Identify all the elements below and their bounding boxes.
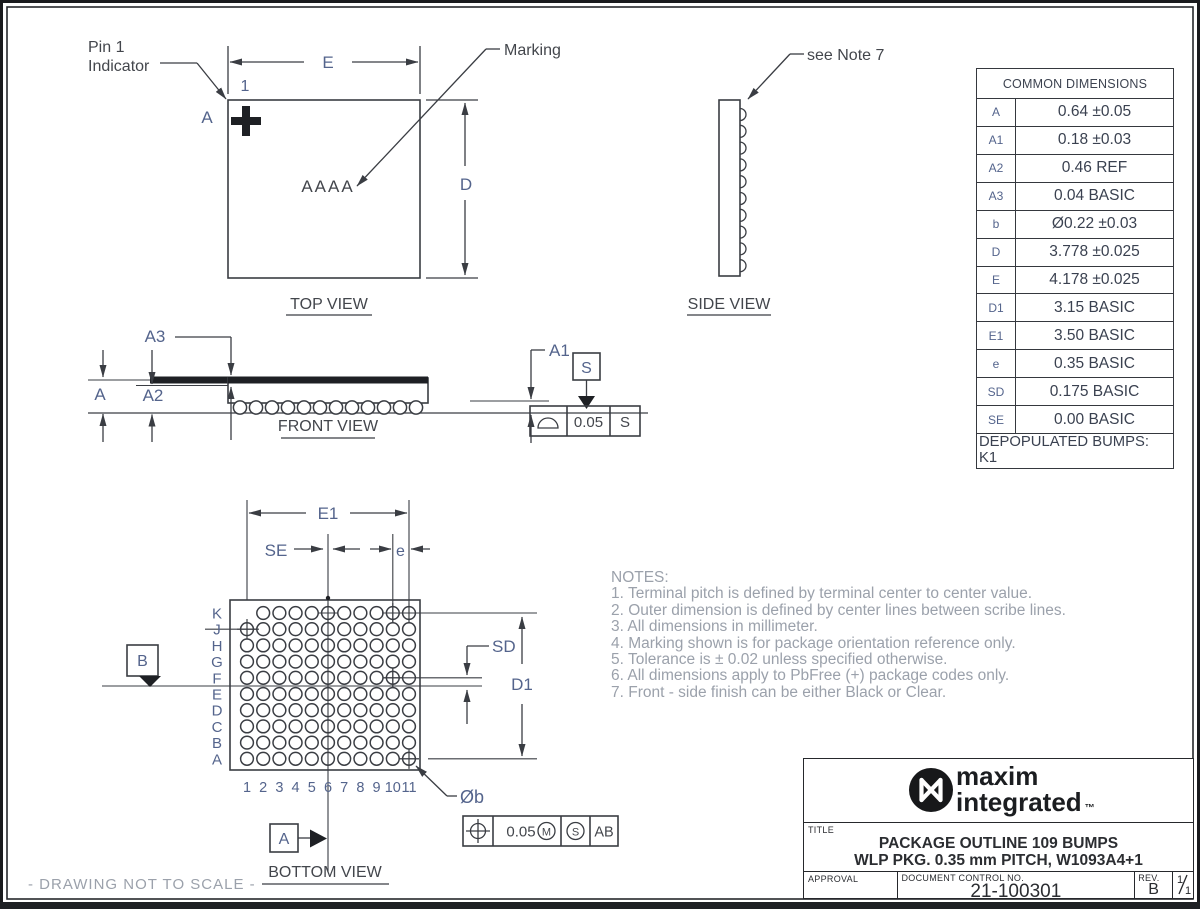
table-row [977,99,1173,127]
note-item: 2. Outer dimension is defined by center lines between scribe lines. [611,601,1066,619]
approval-cell [804,872,898,898]
brand-line2: integrated [956,787,1082,817]
side-view-bumps [740,109,746,272]
mmc-modifier: M [541,826,552,839]
dim-symbol: A [977,99,1016,126]
table-row [977,155,1173,183]
revision-cell [1135,872,1173,898]
table-row [977,239,1173,267]
dim-table-title: COMMON DIMENSIONS [977,69,1173,99]
brand-line1: maxim [956,761,1039,791]
row-label-B: B [211,735,223,753]
col-label-6: 6 [323,780,333,796]
front-bump [281,401,294,414]
bump-E7 [338,688,351,701]
bump-H9 [370,639,383,652]
bump-B2 [257,736,270,749]
row-label-E: E [211,686,223,704]
dim-a1-label: A1 [549,341,570,360]
pin1-number: 1 [240,78,250,95]
title-block [803,758,1194,902]
dim-symbol: A1 [977,127,1016,154]
dim-symbol: E1 [977,322,1016,349]
bump-E11 [403,688,416,701]
title-row [804,823,1193,872]
front-fcf-tolerance: 0.05 [573,414,604,431]
front-bump [249,401,262,414]
bump-F8 [354,671,367,684]
bump-F3 [273,671,286,684]
drawing-title [804,823,1193,869]
dim-value: 3.778 ±0.025 [1049,243,1140,261]
dim-a2-label: A2 [142,386,164,405]
dim-symbol: E [977,267,1016,294]
bump-J9 [370,623,383,636]
bump-J8 [354,623,367,636]
rev-value: B [1148,881,1159,898]
sheet-denominator: 1 [1185,885,1192,896]
front-bump [297,401,310,414]
bump-E10 [386,688,399,701]
sheet-numerator: 1 [1177,874,1184,886]
front-view [88,327,648,443]
depopulated-line1: DEPOPULATED BUMPS: [979,434,1149,450]
dim-a-label: A [94,385,106,404]
table-row [977,350,1173,378]
col-label-5: 5 [307,780,316,796]
row-label-D: D [211,702,223,720]
bump-D8 [354,704,367,717]
notes-block [611,570,1191,701]
bump-E9 [370,688,383,701]
dim-symbol: D [977,239,1016,266]
bump-H5 [305,639,318,652]
row-label-A: A [211,751,223,769]
dim-value: 0.64 ±0.05 [1057,103,1132,121]
table-row [977,378,1173,406]
bump-A10 [386,752,399,765]
bump-H3 [273,639,286,652]
dim-symbol: e [977,350,1016,377]
note-item: 6. All dimensions apply to PbFree (+) package codes only. [611,667,1010,685]
dim-e-pitch-label: e [396,543,405,560]
bump-F4 [289,671,302,684]
front-bump [265,401,278,414]
front-fcf-datum: S [619,414,631,431]
bottom-view-title: BOTTOM VIEW [268,864,382,881]
title-label: TITLE [808,825,835,835]
bump-A7 [338,752,351,765]
bump-C11 [403,720,416,733]
bottom-view [102,500,618,884]
col-label-3: 3 [275,780,284,796]
bump-G2 [257,655,270,668]
scale-note: - DRAWING NOT TO SCALE - [28,876,256,893]
bump-K8 [354,607,367,620]
dim-value: Ø0.22 ±0.03 [1051,215,1138,233]
bump-D11 [403,704,416,717]
dim-table-rows [977,99,1173,434]
bump-B4 [289,736,302,749]
rev-label: REV. [1138,873,1160,883]
marking-label: Marking [504,42,561,59]
bump-H1 [241,639,254,652]
table-row [977,127,1173,155]
rfs-modifier: S [571,826,580,839]
approval-row [804,872,1193,902]
row-label-K: K [211,605,223,623]
note-item: 5. Tolerance is ± 0.02 unless specified otherwise. [611,651,948,669]
bump-A2 [257,752,270,765]
datum-a-triangle-icon [310,830,327,848]
bump-E2 [257,688,270,701]
front-bump [361,401,374,414]
dim-symbol: b [977,211,1016,238]
front-view-title: FRONT VIEW [277,418,379,435]
bump-E8 [354,688,367,701]
dim-value: 3.50 BASIC [1054,326,1135,344]
marking-text: AAAA [301,177,355,196]
bump-B7 [338,736,351,749]
notes-title: NOTES: [611,569,669,586]
bump-G11 [403,655,416,668]
top-view [88,39,561,315]
bump-G10 [386,655,399,668]
ball-diameter-label: Øb [460,787,485,807]
bump-G5 [305,655,318,668]
note-item: 3. All dimensions in millimeter. [611,618,818,636]
drawing-title-line2: WLP PKG. 0.35 mm PITCH, W1093A4+1 [854,852,1143,869]
bump-D1 [241,704,254,717]
depopulated-note [977,434,1173,468]
bump-G4 [289,655,302,668]
front-bump [329,401,342,414]
bump-K7 [338,607,351,620]
front-bump [393,401,406,414]
bump-J7 [338,623,351,636]
bump-H10 [386,639,399,652]
row-label-H: H [211,637,223,655]
table-row [977,211,1173,239]
col-label-1: 1 [242,780,252,796]
table-row [977,294,1173,322]
bump-B8 [354,736,367,749]
bottom-fcf-datums: AB [594,824,614,841]
bump-K9 [370,607,383,620]
bump-J5 [305,623,318,636]
document-control-cell [898,872,1136,902]
bump-C4 [289,720,302,733]
bump-F2 [257,671,270,684]
bump-C5 [305,720,318,733]
bump-G3 [273,655,286,668]
bump-D9 [370,704,383,717]
dim-symbol: SE [977,406,1016,433]
bump-C3 [273,720,286,733]
dim-symbol: A3 [977,183,1016,210]
bump-C2 [257,720,270,733]
profile-surface-symbol-icon [538,418,558,428]
pin1-label-line1: Pin 1 [88,39,125,56]
datum-a-flag: A [278,831,290,848]
doc-control-label: DOCUMENT CONTROL NO. [901,873,1025,883]
bump-J11 [403,623,416,636]
bump-G9 [370,655,383,668]
bump-K3 [273,607,286,620]
bump-F9 [370,671,383,684]
dim-value: 3.15 BASIC [1054,298,1135,316]
bump-C9 [370,720,383,733]
table-row [977,406,1173,434]
dim-d-label: D [459,175,473,194]
bump-G7 [338,655,351,668]
front-bump [409,401,422,414]
drawing-title-line1: PACKAGE OUTLINE 109 BUMPS [878,835,1119,852]
bump-A4 [289,752,302,765]
bump-B1 [241,736,254,749]
col-label-4: 4 [291,780,300,796]
bump-A3 [273,752,286,765]
bump-C10 [386,720,399,733]
bump-E5 [305,688,318,701]
bump-A5 [305,752,318,765]
bump-K5 [305,607,318,620]
col-label-10: 10 [384,780,401,796]
bump-E3 [273,688,286,701]
bump-H2 [257,639,270,652]
dim-d1-label: D1 [511,675,533,694]
row-label-C: C [211,718,223,736]
table-row [977,322,1173,350]
front-bump [233,401,246,414]
dim-e-label: E [322,53,334,72]
dim-value: 0.18 ±0.03 [1057,131,1132,149]
depopulated-line2: K1 [979,449,998,466]
bump-E4 [289,688,302,701]
bump-B10 [386,736,399,749]
front-bump [377,401,390,414]
brand-row [804,759,1193,823]
bump-B3 [273,736,286,749]
col-label-7: 7 [340,780,349,796]
datum-b-triangle-icon [139,676,161,687]
bump-D10 [386,704,399,717]
dim-value: 0.04 BASIC [1054,187,1135,205]
common-dimensions-table [976,68,1174,469]
col-label-11: 11 [401,780,417,796]
bump-G8 [354,655,367,668]
bump-F7 [338,671,351,684]
bump-J10 [386,623,399,636]
bump-K2 [257,607,270,620]
bump-C7 [338,720,351,733]
dim-a3-label: A3 [144,327,166,346]
sheet-fraction [1173,872,1193,896]
table-row [977,267,1173,295]
doc-control-number: 21-100301 [970,881,1062,902]
dim-value: 0.46 REF [1061,159,1128,177]
bump-D4 [289,704,302,717]
bump-H8 [354,639,367,652]
dim-sd-label: SD [492,637,516,656]
col-label-9: 9 [372,780,381,796]
pin1-label-line2: Indicator [88,58,150,75]
corner-a-label: A [201,108,213,127]
trademark: ™ [1084,803,1095,814]
row-label-F: F [212,670,222,688]
bump-H11 [403,639,416,652]
dim-symbol: D1 [977,294,1016,321]
brand-name [956,763,1095,822]
bump-C1 [241,720,254,733]
dim-e1-label: E1 [317,504,339,523]
bump-D3 [273,704,286,717]
bump-G1 [241,655,254,668]
side-view-title: SIDE VIEW [687,296,771,313]
datum-b-flag: B [137,653,148,670]
bump-J4 [289,623,302,636]
approval-label: APPROVAL [808,874,859,884]
bump-C8 [354,720,367,733]
bump-F1 [241,671,254,684]
bump-J3 [273,623,286,636]
side-note-label: see Note 7 [807,47,885,64]
datum-s-triangle-icon [578,396,595,409]
pin1-indicator-icon [231,106,261,136]
top-view-title: TOP VIEW [290,296,368,313]
bump-B5 [305,736,318,749]
dim-symbol: A2 [977,155,1016,182]
dim-value: 4.178 ±0.025 [1049,270,1140,288]
bump-H7 [338,639,351,652]
dim-se-label: SE [264,541,288,560]
front-bump [313,401,326,414]
dim-symbol: SD [977,378,1016,405]
bump-B11 [403,736,416,749]
row-label-G: G [211,654,223,672]
bump-D7 [338,704,351,717]
col-label-8: 8 [356,780,365,796]
datum-s-flag: S [581,360,592,377]
note-item: 4. Marking shown is for package orientation reference only. [611,634,1016,652]
side-view [687,47,884,315]
dim-value: 0.175 BASIC [1049,382,1140,400]
col-label-2: 2 [259,780,268,796]
position-symbol-icon [466,819,490,843]
dim-value: 0.35 BASIC [1054,354,1135,372]
bump-F5 [305,671,318,684]
bump-B9 [370,736,383,749]
dim-value: 0.00 BASIC [1054,410,1135,428]
bump-E1 [241,688,254,701]
table-row [977,183,1173,211]
sheet-cell [1173,872,1193,898]
bump-A9 [370,752,383,765]
front-bump [345,401,358,414]
bump-K4 [289,607,302,620]
row-label-J: J [213,621,221,639]
note-item: 7. Front - side finish can be either Black or Clear. [611,683,947,701]
maxim-logo-icon [908,767,954,813]
bump-D5 [305,704,318,717]
bump-A1 [241,752,254,765]
note-item: 1. Terminal pitch is defined by terminal center to center value. [611,585,1033,603]
bump-D2 [257,704,270,717]
bottom-fcf-tolerance: 0.05 [506,823,536,841]
bump-A8 [354,752,367,765]
bump-H4 [289,639,302,652]
